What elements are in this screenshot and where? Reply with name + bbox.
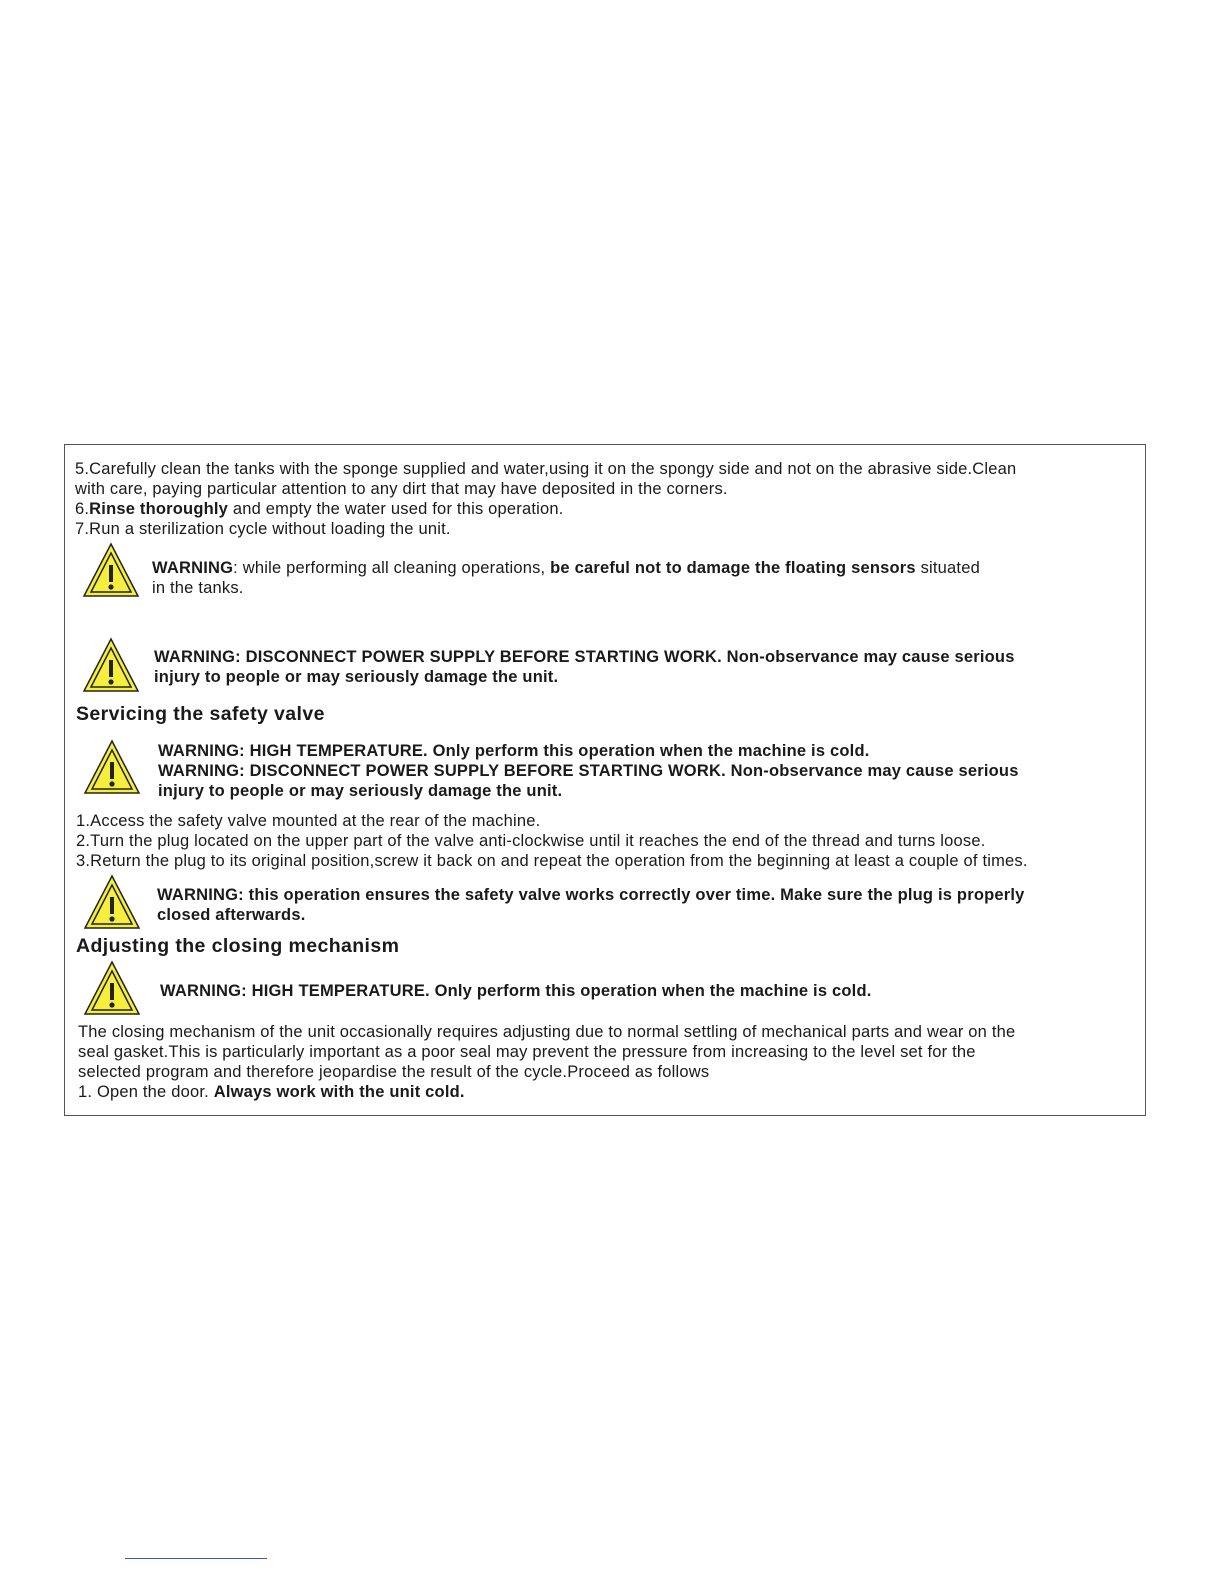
- footer-rule: [125, 1558, 267, 1559]
- warning-emphasis: be careful not to damage the floating sensors: [550, 559, 916, 577]
- valve-warning-line-2: closed afterwards.: [157, 906, 306, 924]
- valve-step-1: 1.Access the safety valve mounted at the rear of the machine.: [76, 812, 541, 830]
- temperature-warning: WARNING: HIGH TEMPERATURE. Only perform this operation when the machine is cold.: [158, 742, 870, 760]
- cleaning-warning: [152, 558, 980, 578]
- closing-step-1-emphasis: Always work with the unit cold.: [213, 1083, 465, 1101]
- step-5-line-1: 5.Carefully clean the tanks with the sponge supplied and water,using it on the spongy side and not on the abrasive side.Clean: [75, 460, 1017, 478]
- power-warning-line-1: WARNING: DISCONNECT POWER SUPPLY BEFORE STARTING WORK. Non-observance may cause serious: [154, 648, 1015, 666]
- power-warning-line-2: injury to people or may seriously damage the unit.: [154, 668, 559, 686]
- temperature-warning: WARNING: HIGH TEMPERATURE. Only perform this operation when the machine is cold.: [160, 982, 872, 1000]
- closing-step-1-text: 1. Open the door.: [78, 1083, 214, 1101]
- step-6-emphasis: Rinse thoroughly: [89, 500, 229, 518]
- warning-triangle-icon: [82, 959, 142, 1017]
- closing-paragraph-line-2: seal gasket.This is particularly important as a poor seal may prevent the pressure from increasing to the level set for the: [78, 1043, 976, 1061]
- warning-triangle-icon: [82, 738, 142, 796]
- valve-step-2: 2.Turn the plug located on the upper part of the valve anti-clockwise until it reaches the end of the thread and turns loose.: [76, 832, 986, 850]
- step-6: [75, 499, 564, 519]
- warning-label: WARNING: [152, 559, 234, 577]
- closing-paragraph-line-3: selected program and therefore jeopardise the result of the cycle.Proceed as follows: [78, 1063, 710, 1081]
- warning-triangle-icon: [82, 873, 142, 931]
- power-warning-line-1: WARNING: DISCONNECT POWER SUPPLY BEFORE STARTING WORK. Non-observance may cause serious: [158, 762, 1019, 780]
- step-6-number: 6.: [75, 500, 90, 518]
- warning-triangle-icon: [81, 541, 141, 599]
- cleaning-warning-line-2: in the tanks.: [152, 579, 244, 597]
- step-6-text: and empty the water used for this operation.: [228, 500, 564, 518]
- section-heading-closing-mechanism: Adjusting the closing mechanism: [76, 935, 400, 957]
- closing-paragraph-line-1: The closing mechanism of the unit occasionally requires adjusting due to normal settling of mechanical parts and wear on the: [78, 1023, 1016, 1041]
- warning-text-end: situated: [915, 559, 980, 577]
- step-7: 7.Run a sterilization cycle without loading the unit.: [75, 520, 451, 538]
- step-5-line-2: with care, paying particular attention to any dirt that may have deposited in the corners.: [75, 480, 728, 498]
- warning-triangle-icon: [81, 636, 141, 694]
- power-warning-line-2: injury to people or may seriously damage the unit.: [158, 782, 563, 800]
- valve-warning-line-1: WARNING: this operation ensures the safety valve works correctly over time. Make sure the plug is properly: [157, 886, 1025, 904]
- section-heading-safety-valve: Servicing the safety valve: [76, 703, 325, 725]
- closing-step-1: [78, 1082, 465, 1102]
- warning-text: : while performing all cleaning operations,: [233, 559, 551, 577]
- valve-step-3: 3.Return the plug to its original position,screw it back on and repeat the operation from the beginning at least a couple of times.: [76, 852, 1028, 870]
